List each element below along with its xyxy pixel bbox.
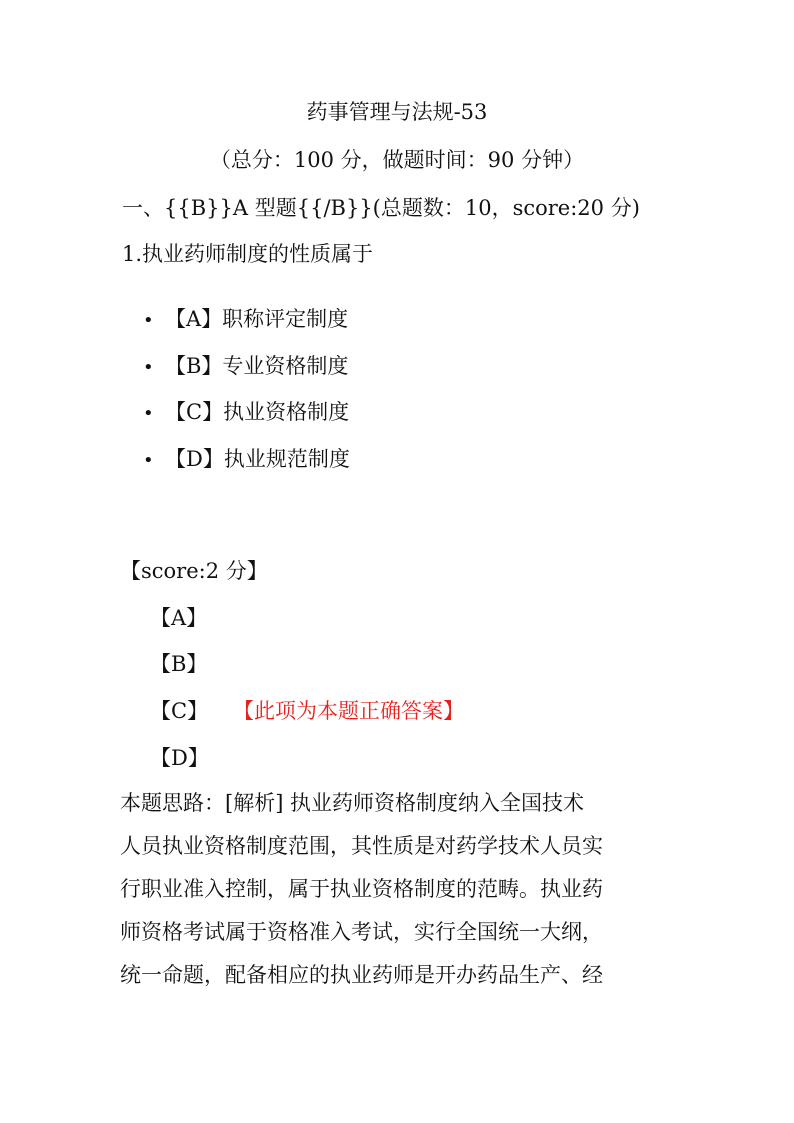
analysis-line: 本题思路：[解析] 执业药师资格制度纳入全国技术 xyxy=(120,791,585,815)
analysis-paragraph xyxy=(120,782,680,997)
analysis-line: 统一命题，配备相应的执业药师是开办药品生产、经 xyxy=(120,963,603,987)
bullet-icon: • xyxy=(143,310,154,331)
answer-c: 【C】 xyxy=(150,699,209,723)
option-a-text: 【A】职称评定制度 xyxy=(165,307,349,331)
option-b-text: 【B】专业资格制度 xyxy=(165,354,349,378)
answer-b: 【B】 xyxy=(150,652,208,676)
bullet-icon: • xyxy=(143,357,154,378)
score-label: 【score:2 分】 xyxy=(120,559,268,583)
option-b xyxy=(143,352,348,382)
question-stem: 1.执业药师制度的性质属于 xyxy=(122,242,374,266)
option-d xyxy=(143,445,350,475)
answer-a: 【A】 xyxy=(150,606,208,630)
bullet-icon: • xyxy=(143,450,154,471)
analysis-line: 师资格考试属于资格准入考试，实行全国统一大纲， xyxy=(120,920,603,944)
bullet-icon: • xyxy=(143,403,154,424)
option-a xyxy=(143,305,348,335)
correct-answer-mark: 【此项为本题正确答案】 xyxy=(233,699,464,723)
option-c xyxy=(143,398,349,428)
analysis-line: 人员执业资格制度范围，其性质是对药学技术人员实 xyxy=(120,834,603,858)
option-d-text: 【D】执业规范制度 xyxy=(165,447,350,471)
option-c-text: 【C】执业资格制度 xyxy=(165,400,350,424)
doc-title: 药事管理与法规-53 xyxy=(306,100,488,124)
section-heading: 一、{{B}}A 型题{{/B}}(总题数：10，score:20 分) xyxy=(122,196,640,220)
analysis-line: 行职业准入控制，属于执业资格制度的范畴。执业药 xyxy=(120,877,603,901)
doc-subtitle: （总分：100 分，做题时间：90 分钟） xyxy=(209,148,585,172)
answer-d: 【D】 xyxy=(150,746,209,770)
